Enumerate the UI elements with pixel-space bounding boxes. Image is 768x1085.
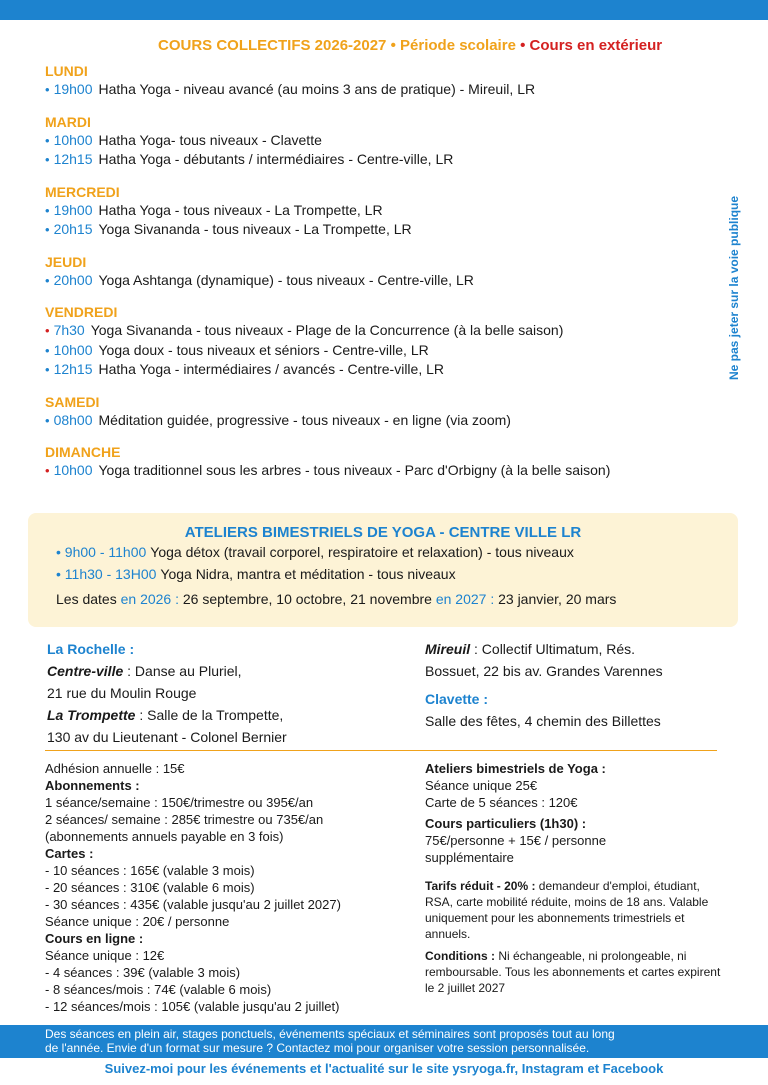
- clavette-heading: Clavette :: [425, 691, 489, 707]
- class-row: [45, 201, 725, 221]
- day-block: [45, 253, 725, 291]
- centre-ville-text: : Danse au Pluriel,: [123, 663, 242, 679]
- day-name: MERCREDI: [45, 183, 120, 200]
- class-row: [45, 341, 725, 361]
- legend-dot-red: •: [520, 37, 526, 54]
- day-name: VENDREDI: [45, 304, 118, 320]
- page-header: [158, 37, 758, 54]
- price-line: 2 séances/ semaine : 285€ trimestre ou 735€/an: [45, 812, 324, 827]
- info-banner: [0, 1025, 768, 1058]
- prices-left: [45, 760, 415, 1015]
- class-time: 10h00: [53, 131, 93, 148]
- centre-ville-label: Centre-ville: [47, 663, 124, 679]
- day-block: [45, 443, 725, 481]
- trompette-text: : Salle de la Trompette,: [139, 707, 284, 723]
- atelier-time: 11h30 - 13H00: [64, 566, 157, 582]
- atelier-dates: [28, 591, 738, 607]
- clavette-address: Salle des fêtes, 4 chemin des Billettes: [425, 713, 661, 729]
- tarif-reduit: [425, 878, 725, 942]
- atelier-row: • 11h30 - 13H00 Yoga Nidra, mantra et méditation - tous niveaux: [56, 566, 456, 582]
- day-name: JEUDI: [45, 253, 87, 270]
- weekly-schedule: [45, 62, 725, 494]
- dates-2026: 26 septembre, 10 octobre, 21 novembre: [182, 591, 432, 607]
- class-time: 7h30: [53, 322, 85, 338]
- class-description: Hatha Yoga- tous niveaux - Clavette: [98, 131, 322, 148]
- prices-right: [425, 760, 725, 996]
- class-time: 08h00: [53, 411, 93, 428]
- ateliers-title: ATELIERS BIMESTRIELS DE YOGA - CENTRE VILLE LR: [184, 524, 582, 541]
- day-name: DIMANCHE: [45, 444, 121, 460]
- class-time: 12h15: [53, 151, 93, 167]
- class-time: 12h15: [53, 361, 93, 377]
- price-line: - 10 séances : 165€ (valable 3 mois): [45, 863, 255, 878]
- price-line: 1 séance/semaine : 150€/trimestre ou 395€/an: [45, 795, 314, 810]
- divider: [45, 750, 717, 751]
- day-block: [45, 183, 725, 240]
- tarif-reduit-text: demandeur d'emploi, étudiant, RSA, carte mobilité réduite, moins de 18 ans. Valable uniquement pour les abonnements trimestriels et annuels.: [425, 879, 709, 941]
- conditions-label: Conditions :: [425, 949, 495, 963]
- class-description: Hatha Yoga - débutants / intermédiaires - Centre-ville, LR: [98, 151, 454, 167]
- trompette-label: La Trompette: [47, 707, 136, 723]
- day-block: [45, 393, 725, 431]
- mireuil-label: Mireuil: [425, 641, 471, 657]
- class-description: Yoga doux - tous niveaux et séniors - Centre-ville, LR: [98, 341, 429, 358]
- locations-other: [425, 638, 745, 732]
- day-block: [45, 62, 725, 100]
- centre-ville-address: 21 rue du Moulin Rouge: [47, 685, 197, 701]
- adhesion: Adhésion annuelle : 15€: [45, 761, 185, 776]
- class-row: [45, 150, 725, 170]
- class-time: 19h00: [53, 81, 93, 97]
- term-bullet: •: [45, 222, 50, 237]
- term-bullet: •: [45, 412, 50, 428]
- class-time: 10h00: [53, 341, 93, 358]
- class-description: Yoga Ashtanga (dynamique) - tous niveaux - Centre-ville, LR: [98, 271, 474, 288]
- term-bullet: •: [45, 82, 50, 97]
- class-row: [45, 411, 725, 431]
- term-bullet: •: [45, 272, 50, 288]
- top-color-bar: [0, 0, 768, 20]
- legend-dot-orange: •: [390, 37, 396, 54]
- dates-2027: 23 janvier, 20 mars: [498, 591, 617, 607]
- info-line: Des séances en plein air, stages ponctuels, événements spéciaux et séminaires sont proposés tout au long: [45, 1027, 615, 1041]
- day-name: LUNDI: [45, 63, 88, 79]
- mireuil-address: Bossuet, 22 bis av. Grandes Varennes: [425, 663, 663, 679]
- class-row: [45, 321, 725, 341]
- dates-year-2027: en 2027 :: [435, 591, 495, 607]
- locations-la-rochelle: [47, 638, 407, 748]
- term-bullet: •: [45, 342, 50, 358]
- conditions-text: Ni échangeable, ni prolongeable, ni remboursable. Tous les abonnements et cartes expirent le 2 juillet 2027: [425, 949, 721, 995]
- price-line: - 8 séances/mois : 74€ (valable 6 mois): [45, 982, 272, 997]
- price-line: (abonnements annuels payable en 3 fois): [45, 829, 284, 844]
- day-block: [45, 303, 725, 380]
- class-description: Méditation guidée, progressive - tous niveaux - en ligne (via zoom): [98, 411, 511, 428]
- class-row: [45, 131, 725, 151]
- outdoor-bullet: •: [45, 463, 50, 478]
- price-line: supplémentaire: [425, 850, 514, 865]
- price-line: - 30 séances : 435€ (valable jusqu'au 2 juillet 2027): [45, 897, 341, 912]
- class-time: 20h15: [53, 221, 93, 237]
- price-line: Séance unique 25€: [425, 778, 538, 793]
- price-line: - 4 séances : 39€ (valable 3 mois): [45, 965, 241, 980]
- price-line: Carte de 5 séances : 120€: [425, 795, 578, 810]
- info-line: de l'année. Envie d'un format sur mesure ? Contactez moi pour organiser votre session personnalisée.: [45, 1041, 590, 1055]
- ateliers-box: [28, 513, 738, 627]
- price-line: - 20 séances : 310€ (valable 6 mois): [45, 880, 255, 895]
- class-description: Yoga Sivananda - tous niveaux - La Trompette, LR: [98, 221, 412, 237]
- la-rochelle-heading: La Rochelle :: [47, 641, 135, 657]
- cartes-title: Cartes :: [45, 846, 94, 861]
- legend-exterieur: Cours en extérieur: [529, 37, 663, 54]
- vertical-note: Ne pas jeter sur la voie publique: [727, 195, 741, 380]
- particuliers-title: Cours particuliers (1h30) :: [425, 816, 587, 831]
- class-description: Yoga Sivananda - tous niveaux - Plage de la Concurrence (à la belle saison): [90, 322, 564, 338]
- class-description: Hatha Yoga - intermédiaires / avancés - Centre-ville, LR: [98, 361, 445, 377]
- conditions: [425, 948, 725, 996]
- class-time: 19h00: [53, 201, 93, 218]
- price-line: Séance unique : 12€: [45, 948, 165, 963]
- class-row: [45, 80, 725, 100]
- footer-social: Suivez-moi pour les événements et l'actualité sur le site ysryoga.fr, Instagram et Facebook: [104, 1061, 664, 1076]
- class-description: Yoga traditionnel sous les arbres - tous niveaux - Parc d'Orbigny (à la belle saison): [98, 462, 611, 478]
- class-row: [45, 461, 725, 481]
- ateliers-price-title: Ateliers bimestriels de Yoga :: [425, 761, 606, 776]
- class-row: [45, 220, 725, 240]
- abonnements-title: Abonnements :: [45, 778, 140, 793]
- term-bullet: •: [45, 132, 50, 148]
- atelier-text: Yoga détox (travail corporel, respiratoire et relaxation) - tous niveaux: [150, 544, 574, 560]
- atelier-time: 9h00 - 11h00: [64, 544, 147, 560]
- dates-year-2026: en 2026 :: [120, 591, 179, 607]
- day-name: MARDI: [45, 113, 91, 130]
- legend-scolaire: Période scolaire: [400, 37, 516, 54]
- price-line: 75€/personne + 15€ / personne: [425, 833, 607, 848]
- atelier-row: • 9h00 - 11h00 Yoga détox (travail corporel, respiratoire et relaxation) - tous niveaux: [56, 544, 574, 560]
- dates-label: Les dates: [56, 591, 117, 607]
- mireuil-text: : Collectif Ultimatum, Rés.: [470, 641, 636, 657]
- price-line: Séance unique : 20€ / personne: [45, 914, 230, 929]
- class-row: [45, 271, 725, 291]
- term-bullet: •: [45, 202, 50, 218]
- term-bullet: •: [45, 362, 50, 377]
- class-time: 20h00: [53, 271, 93, 288]
- page-title: COURS COLLECTIFS 2026-2027: [158, 37, 387, 54]
- atelier-text: Yoga Nidra, mantra et méditation - tous niveaux: [160, 566, 456, 582]
- outdoor-bullet: •: [45, 323, 50, 338]
- en-ligne-title: Cours en ligne :: [45, 931, 144, 946]
- class-description: Hatha Yoga - niveau avancé (au moins 3 ans de pratique) - Mireuil, LR: [98, 81, 536, 97]
- tarif-reduit-label: Tarifs réduit - 20% :: [425, 879, 536, 893]
- trompette-address: 130 av du Lieutenant - Colonel Bernier: [47, 729, 287, 745]
- price-line: - 12 séances/mois : 105€ (valable jusqu'au 2 juillet): [45, 999, 340, 1014]
- day-block: [45, 113, 725, 170]
- class-time: 10h00: [53, 462, 93, 478]
- term-bullet: •: [45, 152, 50, 167]
- class-description: Hatha Yoga - tous niveaux - La Trompette, LR: [98, 201, 383, 218]
- day-name: SAMEDI: [45, 393, 100, 410]
- class-row: [45, 360, 725, 380]
